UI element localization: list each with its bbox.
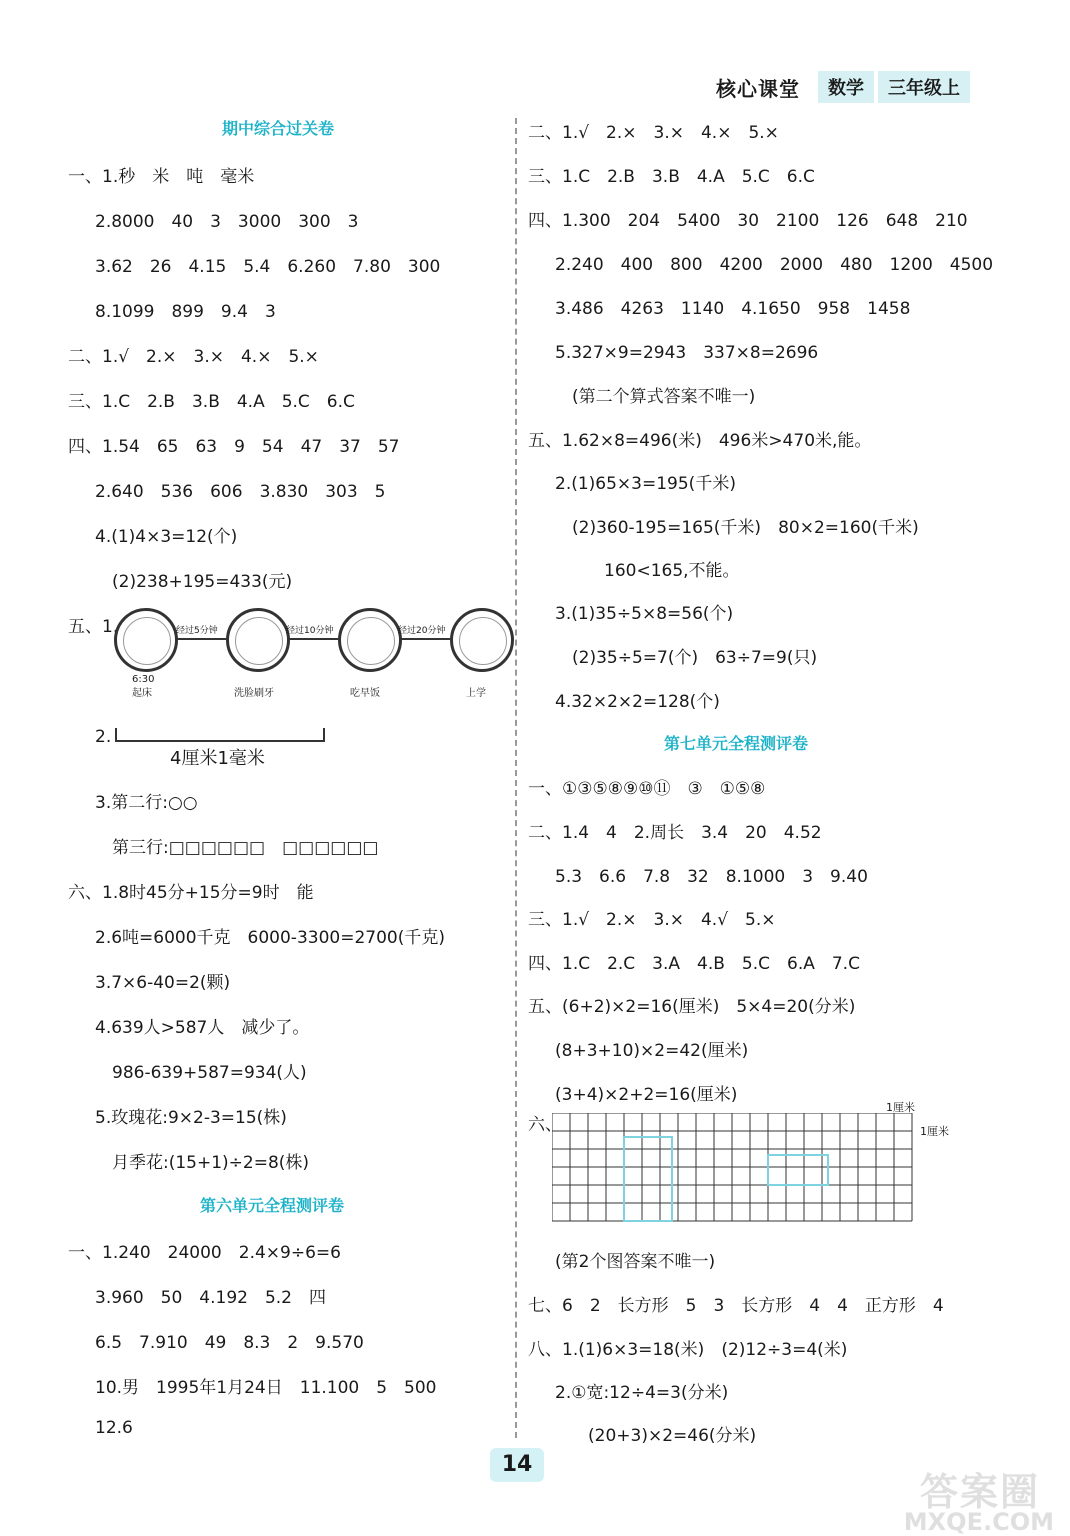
answer-line: 四、1.C 2.C 3.A 4.B 5.C 6.A 7.C: [528, 954, 860, 974]
answer-line: (2)360-195=165(千米) 80×2=160(千米): [572, 518, 919, 538]
answer-line: 3.960 50 4.192 5.2 四: [95, 1288, 327, 1308]
grid-figure: [552, 1101, 949, 1227]
answer-line: 三、1.C 2.B 3.B 4.A 5.C 6.C: [528, 167, 815, 187]
grid-unit-label: 1厘米: [920, 1125, 949, 1138]
answer-line: 五、1.62×8=496(米) 496米>470米,能。: [528, 431, 872, 451]
clock-icon: [450, 608, 514, 672]
answer-line: 四、1.54 65 63 9 54 47 37 57: [68, 437, 400, 457]
arrow-icon: [176, 638, 226, 640]
highlight-rectangle: [768, 1155, 828, 1185]
answer-line: 5.玫瑰花:9×2-3=15(株): [95, 1108, 287, 1128]
clock-caption: 上学: [466, 688, 486, 699]
answer-line: 6.5 7.910 49 8.3 2 9.570: [95, 1333, 364, 1353]
answer-line: (2)238+195=433(元): [112, 572, 293, 592]
answer-line: 4.32×2×2=128(个): [555, 692, 720, 712]
answer-line: 5.3 6.6 7.8 32 8.1000 3 9.40: [555, 867, 868, 887]
arrow-label: 经过10分钟: [286, 626, 334, 636]
answer-line: (第2个图答案不唯一): [555, 1252, 716, 1272]
answer-line: 5.327×9=2943 337×8=2696: [555, 343, 819, 363]
highlight-rectangle: [624, 1137, 672, 1221]
line-segment: [115, 728, 325, 742]
section-title-unit7: 第七单元全程测评卷: [664, 734, 809, 753]
answer-line: 三、1.C 2.B 3.B 4.A 5.C 6.C: [68, 392, 355, 412]
grid-svg: [552, 1113, 917, 1223]
answer-line: 二、1.4 4 2.周长 3.4 20 4.52: [528, 823, 822, 843]
answer-line: 2.6吨=6000千克 6000-3300=2700(千克): [95, 928, 445, 948]
answer-line: 七、6 2 长方形 5 3 长方形 4 4 正方形 4: [528, 1296, 944, 1316]
answer-line: 4.639人>587人 减少了。: [95, 1018, 310, 1038]
answer-line: 一、1.240 24000 2.4×9÷6=6: [68, 1243, 341, 1263]
answer-line: 8.1099 899 9.4 3: [95, 302, 276, 322]
answer-line: 月季花:(15+1)÷2=8(株): [112, 1153, 310, 1173]
header-subject: 数学: [818, 71, 874, 103]
watermark-url: MXQE.COM: [903, 1508, 1054, 1536]
answer-line: 10.男 1995年1月24日 11.100 5 500: [95, 1378, 437, 1398]
answer-line: 986-639+587=934(人): [112, 1063, 307, 1083]
answer-line: 六、: [528, 1115, 562, 1135]
answer-line: 2.: [95, 727, 112, 747]
clock-caption: 吃早饭: [350, 688, 380, 699]
answer-line: (第二个算式答案不唯一): [572, 387, 756, 407]
answer-line: 3.486 4263 1140 4.1650 958 1458: [555, 299, 911, 319]
section-title-midterm: 期中综合过关卷: [222, 119, 335, 138]
answer-line: 3.62 26 4.15 5.4 6.260 7.80 300: [95, 257, 441, 277]
answer-line: 160<165,不能。: [604, 561, 740, 581]
clock-time-label: 6:30: [132, 674, 155, 685]
answer-line: 2.(1)65×3=195(千米): [555, 474, 736, 494]
answer-line: (3+4)×2+2=16(厘米): [555, 1085, 738, 1105]
answer-line: 2.640 536 606 3.830 303 5: [95, 482, 386, 502]
arrow-icon: [400, 638, 450, 640]
answer-line: 一、①③⑤⑧⑨⑩⑪ ③ ①⑤⑧: [528, 779, 766, 799]
answer-line: 12.6: [95, 1418, 133, 1438]
clock-icon: [338, 608, 402, 672]
header-brand: 核心课堂: [716, 76, 800, 101]
answer-line: 四、1.300 204 5400 30 2100 126 648 210: [528, 211, 968, 231]
clock-sequence-diagram: [110, 608, 510, 703]
watermark-logo: 答案圈: [919, 1470, 1040, 1514]
answer-line: 2.①宽:12÷4=3(分米): [555, 1383, 729, 1403]
answer-line: 一、1.秒 米 吨 毫米: [68, 167, 255, 187]
answer-line: 三、1.√ 2.× 3.× 4.√ 5.×: [528, 910, 776, 930]
answer-line: (8+3+10)×2=42(厘米): [555, 1041, 749, 1061]
page-header: [716, 72, 970, 102]
answer-line: 五、(6+2)×2=16(厘米) 5×4=20(分米): [528, 997, 856, 1017]
answer-line: 3.7×6-40=2(颗): [95, 973, 231, 993]
answer-line: (2)35÷5=7(个) 63÷7=9(只): [572, 648, 818, 668]
answer-line: 二、1.√ 2.× 3.× 4.× 5.×: [68, 347, 319, 367]
column-divider: [515, 118, 517, 1438]
clock-icon: [226, 608, 290, 672]
clock-icon: [114, 608, 178, 672]
answer-line: 五、1.: [68, 617, 119, 637]
clock-caption: 洗脸刷牙: [234, 688, 274, 699]
grid-unit-label: 1厘米: [886, 1101, 915, 1114]
arrow-label: 经过20分钟: [398, 626, 446, 636]
answer-line: 2.8000 40 3 3000 300 3: [95, 212, 359, 232]
answer-line: 2.240 400 800 4200 2000 480 1200 4500: [555, 255, 994, 275]
answer-line: 3.(1)35÷5×8=56(个): [555, 604, 734, 624]
answer-line: 第三行:□□□□□□ □□□□□□: [112, 838, 379, 858]
answer-line: 4.(1)4×3=12(个): [95, 527, 238, 547]
segment-label: 4厘米1毫米: [170, 748, 265, 769]
answer-line: 3.第二行:○○: [95, 793, 198, 813]
arrow-label: 经过5分钟: [176, 626, 218, 636]
clock-caption: 起床: [132, 688, 152, 699]
arrow-icon: [288, 638, 338, 640]
section-title-unit6: 第六单元全程测评卷: [200, 1196, 345, 1215]
header-grade: 三年级上: [878, 71, 970, 103]
answer-line: 八、1.(1)6×3=18(米) (2)12÷3=4(米): [528, 1340, 848, 1360]
page-number: 14: [490, 1448, 544, 1482]
answer-line: 二、1.√ 2.× 3.× 4.× 5.×: [528, 123, 779, 143]
answer-line: 六、1.8时45分+15分=9时 能: [68, 883, 314, 903]
answer-line: (20+3)×2=46(分米): [588, 1426, 757, 1446]
